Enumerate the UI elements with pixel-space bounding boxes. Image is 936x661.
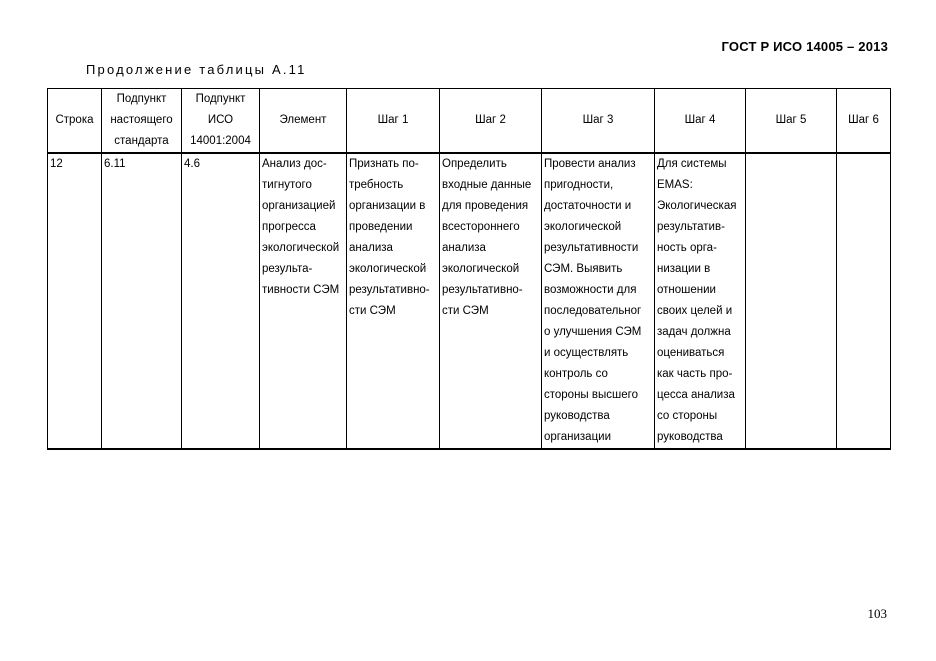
cell-step-3: Провести анализ пригодности, достаточности и экологической результативности СЭМ. Выявить возможности для последовательног о улучшения СЭМ и осуществлять контроль со стороны высшего руководства организации: [542, 153, 655, 449]
document-standard-header: ГОСТ Р ИСО 14005 – 2013: [721, 39, 888, 54]
cell-row-number: 12: [48, 153, 102, 449]
cell-clause-iso: 4.6: [182, 153, 260, 449]
cell-step-4: Для системы EMAS: Экологическая результатив- ность орга- низации в отношении своих целей и задач должна оцениваться как часть про- цесса анализа со стороны руководства: [655, 153, 746, 449]
header-clause-standard: Подпункт настоящего стандарта: [102, 89, 182, 154]
header-row-number: Строка: [48, 89, 102, 154]
cell-step-1: Признать по- требность организации в проведении анализа экологической результативно- сти СЭМ: [347, 153, 440, 449]
gost-table: [47, 88, 891, 450]
table-header-row: [48, 89, 891, 154]
table-caption: Продолжение таблицы А.11: [86, 62, 307, 77]
header-step-6: Шаг 6: [837, 89, 891, 154]
cell-step-2: Определить входные данные для проведения всестороннего анализа экологической результативно- сти СЭМ: [440, 153, 542, 449]
header-step-3: Шаг 3: [542, 89, 655, 154]
page-number: 103: [867, 606, 887, 621]
header-step-4: Шаг 4: [655, 89, 746, 154]
cell-element: Анализ дос- тигнутого организацией прогресса экологической результа- тивности СЭМ: [260, 153, 347, 449]
header-element: Элемент: [260, 89, 347, 154]
cell-clause-standard: 6.11: [102, 153, 182, 449]
cell-step-6: [837, 153, 891, 449]
header-step-2: Шаг 2: [440, 89, 542, 154]
header-step-5: Шаг 5: [746, 89, 837, 154]
cell-step-5: [746, 153, 837, 449]
header-step-1: Шаг 1: [347, 89, 440, 154]
table-row: [48, 153, 891, 449]
header-clause-iso: Подпункт ИСО 14001:2004: [182, 89, 260, 154]
